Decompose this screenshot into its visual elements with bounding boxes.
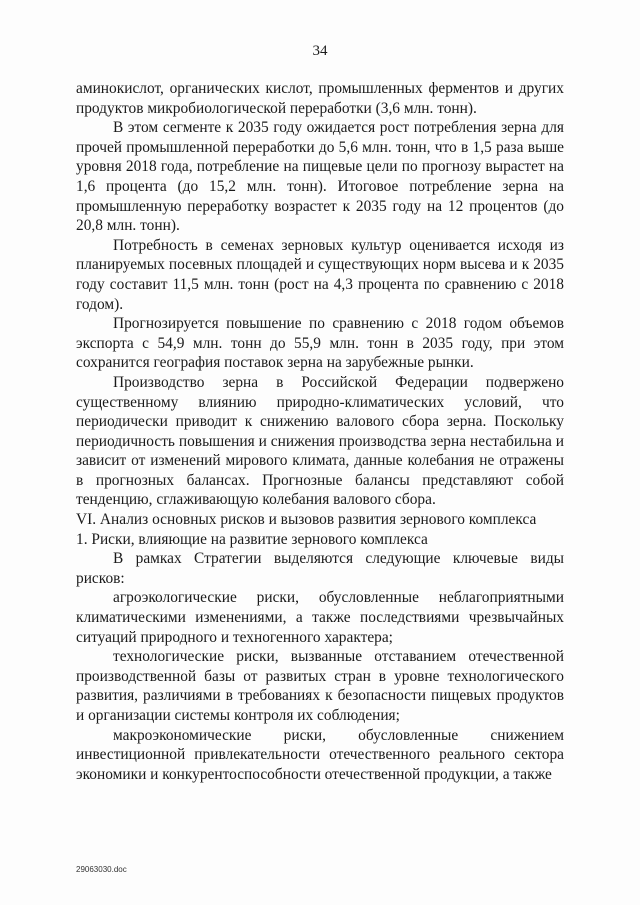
subsection-heading: 1. Риски, влияющие на развитие зернового комплекса bbox=[76, 530, 428, 548]
paragraph-seed-demand: Потребность в семенах зерновых культур оценивается исходя из планируемых посевных площадей и существующих норм высева и к 2035 году составит 11,5 млн. тонн (рост на 4,3 процента по сравнению с 2018 годом). bbox=[76, 236, 564, 313]
page-number: 34 bbox=[312, 43, 328, 59]
footer-filename: 29063030.doc bbox=[76, 865, 127, 874]
paragraph-risk-intro: В рамках Стратегии выделяются следующие ключевые виды рисков: bbox=[76, 550, 564, 587]
section-heading: VI. Анализ основных рисков и вызовов развития зернового комплекса bbox=[76, 511, 537, 529]
paragraph-continuation: аминокислот, органических кислот, промышленных ферментов и других продуктов микробиологической переработки (3,6 млн. тонн). bbox=[76, 80, 564, 117]
body-text bbox=[76, 79, 564, 784]
paragraph-risk-agroecological: агроэкологические риски, обусловленные неблагоприятными климатическими изменениями, а также последствиями чрезвычайных ситуаций природного и техногенного характера; bbox=[76, 589, 564, 646]
paragraph-risk-macroeconomic: макроэкономические риски, обусловленные снижением инвестиционной привлекательности отечественного реального сектора экономики и конкурентоспособности отечественной продукции, а также bbox=[76, 726, 564, 783]
paragraph-export-forecast: Прогнозируется повышение по сравнению с 2018 годом объемов экспорта с 54,9 млн. тонн до 55,9 млн. тонн в 2035 году, при этом сохранится география поставок зерна на зарубежные рынки. bbox=[76, 315, 564, 372]
paragraph-risk-technological: технологические риски, вызванные отставанием отечественной производственной базы от развитых стран в уровне технологического развития, различиями в требованиях к безопасности пищевых продуктов и организации системы контроля их соблюдения; bbox=[76, 648, 564, 724]
paragraph-grain-consumption: В этом сегменте к 2035 году ожидается рост потребления зерна для прочей промышленной переработки до 5,6 млн. тонн, что в 1,5 раза выше уровня 2018 года, потребление на пищевые цели по прогнозу вырастет на 1,6 процента (до 15,2 млн. тонн). Итоговое потребление зерна на промышленную переработку возрастет к 2035 году на 12 процентов (до 20,8 млн. тонн). bbox=[76, 119, 564, 235]
paragraph-production-variability: Производство зерна в Российской Федерации подвержено существенному влиянию природно-климатических условий, что периодически приводит к снижению валового сбора зерна. Поскольку периодичность повышения и снижения производства зерна нестабильна и зависит от изменений мирового климата, данные колебания не отражены в прогнозных балансах. Прогнозные балансы представляют собой тенденцию, сглаживающую колебания валового сбора. bbox=[76, 373, 564, 509]
